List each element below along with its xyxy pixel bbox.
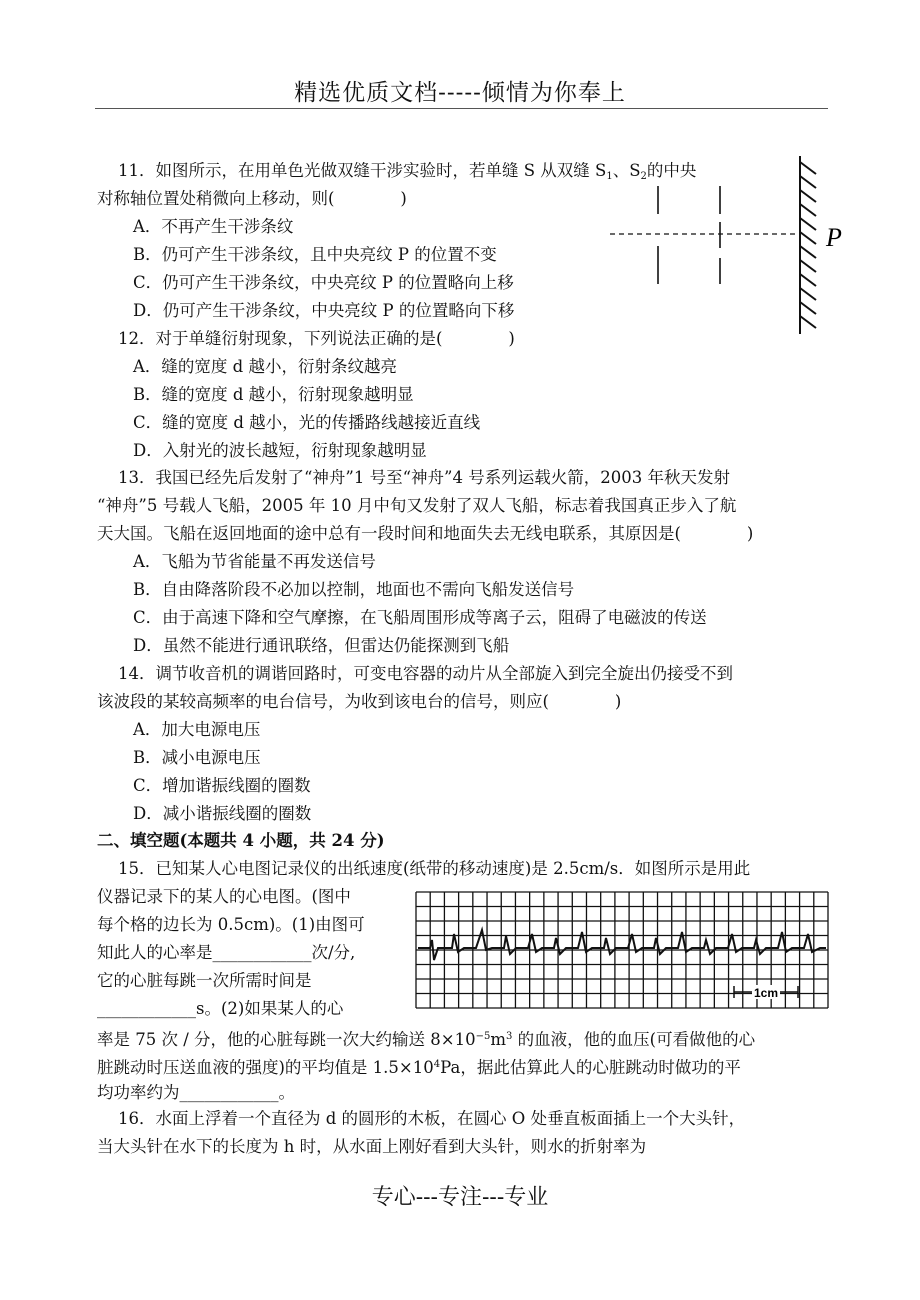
q15-left-line5: ____________s。(2)如果某人的心 [97, 999, 344, 1018]
q11-option-a: A．不再产生干涉条纹 [133, 217, 294, 236]
section-2-title: 二、填空题(本题共 4 小题，共 24 分) [97, 831, 385, 850]
q16-stem-line2: 当大头针在水下的长度为 h 时，从水面上刚好看到大头针，则水的折射率为 [97, 1137, 647, 1156]
header-divider [95, 108, 828, 109]
ecg-scale-label: 1cm [753, 986, 779, 1000]
q15-stem-line8: 脏跳动时压送血液的强度)的平均值是 $1.5\times 10^4Pa$，据此估算此人的心脏跳动时做功的平 [97, 1058, 741, 1077]
q12-option-c: C．缝的宽度 d 越小，光的传播路线越接近直线 [133, 413, 481, 432]
q13-option-a: A．飞船为节省能量不再发送信号 [133, 552, 376, 571]
q13-option-b: B．自由降落阶段不必加以控制，地面也不需向飞船发送信号 [133, 580, 575, 599]
q14-option-d: D．减小谐振线圈的圈数 [133, 804, 312, 823]
q15-left-line3: 知此人的心率是____________次/分, [97, 943, 356, 962]
q12-option-a: A．缝的宽度 d 越小，衍射条纹越亮 [133, 357, 397, 376]
q11-stem-line1: 11．如图所示，在用单色光做双缝干涉实验时，若单缝 S 从双缝 $S_1$、$S_2$的中央 [118, 161, 697, 182]
q13-stem-line3: 天大国。飞船在返回地面的途中总有一段时间和地面失去无线电联系，其原因是( ) [97, 524, 754, 543]
q11-option-d: D．仍可产生干涉条纹，中央亮纹 P 的位置略向下移 [133, 301, 515, 320]
q13-option-d: D．虽然不能进行通讯联络，但雷达仍能探测到飞船 [133, 636, 510, 655]
q14-option-b: B．减小电源电压 [133, 748, 261, 767]
q12-option-d: D．入射光的波长越短，衍射现象越明显 [133, 441, 427, 460]
double-slit-figure [604, 150, 864, 340]
screen-label-p: P [826, 223, 842, 252]
page-header-title: 精选优质文档-----倾情为你奉上 [294, 80, 626, 106]
q14-stem-line2: 该波段的某较高频率的电台信号，为收到该电台的信号，则应( ) [97, 692, 622, 711]
q16-stem-line1: 16．水面上浮着一个直径为 d 的圆形的木板，在圆心 O 处垂直板面插上一个大头针， [118, 1109, 746, 1128]
ecg-figure [412, 888, 832, 1012]
q15-stem-line1: 15．已知某人心电图记录仪的出纸速度(纸带的移动速度)是 2.5cm/s．如图所示是用此 [118, 859, 751, 878]
q14-stem-line1: 14．调节收音机的调谐回路时，可变电容器的动片从全部旋入到完全旋出仍接受不到 [118, 664, 733, 683]
q11-option-c: C．仍可产生干涉条纹，中央亮纹 P 的位置略向上移 [133, 273, 514, 292]
q15-stem-line7: 率是 75 次 / 分，他的心脏每跳一次大约输送 $8\times 10^{-5}m^3$ 的血液，他的血压(可看做他的心 [97, 1030, 756, 1049]
q14-option-c: C．增加谐振线圈的圈数 [133, 776, 311, 795]
q15-left-line1: 仪器记录下的某人的心电图。(图中 [97, 887, 351, 906]
q14-option-a: A．加大电源电压 [133, 720, 261, 739]
q11-option-b: B．仍可产生干涉条纹，且中央亮纹 P 的位置不变 [133, 245, 497, 264]
ecg-trace [418, 930, 826, 960]
q13-stem-line2: “神舟”5 号载人飞船，2005 年 10 月中旬又发射了双人飞船，标志着我国真正步入了航 [97, 496, 737, 515]
q15-left-line2: 每个格的边长为 0.5cm)。(1)由图可 [97, 915, 365, 934]
page-footer: 专心---专注---专业 [371, 1185, 549, 1210]
q13-option-c: C．由于高速下降和空气摩擦，在飞船周围形成等离子云，阻碍了电磁波的传送 [133, 608, 707, 627]
q12-stem: 12．对于单缝衍射现象，下列说法正确的是( ) [118, 329, 515, 348]
q15-left-line4: 它的心脏每跳一次所需时间是 [97, 971, 312, 990]
q15-stem-line9: 均功率约为____________。 [97, 1083, 295, 1102]
q12-option-b: B．缝的宽度 d 越小，衍射现象越明显 [133, 385, 414, 404]
screen [800, 156, 816, 334]
q11-stem-line2: 对称轴位置处稍微向上移动，则( ) [97, 189, 407, 208]
q13-stem-line1: 13．我国已经先后发射了“神舟”1 号至“神舟”4 号系列运载火箭，2003 年秋天发射 [118, 468, 730, 487]
